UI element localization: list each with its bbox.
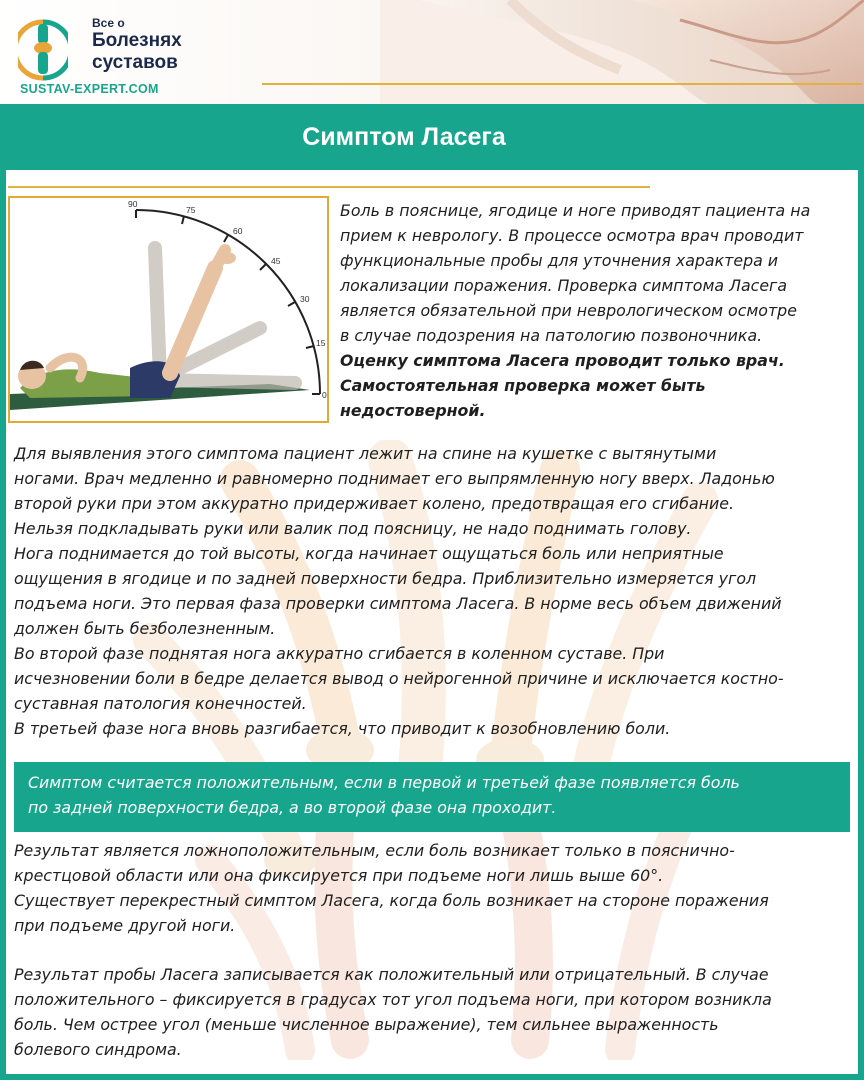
text-line: ногами. Врач медленно и равномерно поднимает его выпрямленную ногу вверх. Ладонью xyxy=(14,469,775,488)
site-url[interactable]: SUSTAV-EXPERT.COM xyxy=(20,82,159,96)
page-title: Симптом Ласега xyxy=(302,123,506,151)
lasegue-test-illustration xyxy=(8,196,329,423)
frame-left-border xyxy=(0,170,6,1080)
text-line: является обязательной при неврологическом осмотре xyxy=(340,301,797,320)
angle-label: 0 xyxy=(322,390,327,400)
text-line: Нельзя подкладывать руки или валик под поясницу, не надо поднимать голову. xyxy=(14,519,692,538)
warning-line: Оценку симптома Ласега проводит только врач. xyxy=(340,351,785,370)
warning-line: недостоверной. xyxy=(340,401,486,420)
text-line: Результат пробы Ласега записывается как положительный или отрицательный. В случае xyxy=(14,965,769,984)
leg-raise-diagram xyxy=(10,198,327,421)
text-line: Результат является ложноположительным, если боль возникает только в пояснично- xyxy=(14,841,735,860)
text-line: Симптом считается положительным, если в первой и третьей фазе появляется боль xyxy=(28,773,740,792)
text-line: крестцовой области или она фиксируется при подъеме ноги лишь выше 60°. xyxy=(14,866,664,885)
text-line: Для выявления этого симптома пациент лежит на спине на кушетке с вытянутыми xyxy=(14,444,717,463)
text-line: второй руки при этом аккуратно придерживает колено, предотвращая его сгибание. xyxy=(14,494,734,513)
text-line: по задней поверхности бедра, а во второй фазе она проходит. xyxy=(28,798,557,817)
angle-label: 45 xyxy=(271,256,281,266)
text-line: при подъеме другой ноги. xyxy=(14,916,236,935)
logo-title-line: суставов xyxy=(92,52,178,73)
text-line: боль. Чем острее угол (меньше численное выражение), тем сильнее выраженность xyxy=(14,1015,719,1034)
angle-label: 60 xyxy=(233,226,243,236)
logo-title xyxy=(92,30,182,74)
angle-label: 90 xyxy=(128,199,138,209)
angle-label: 30 xyxy=(300,294,310,304)
procedure-paragraph xyxy=(14,441,844,741)
text-line: в случае подозрения на патологию позвоночника. xyxy=(340,326,763,345)
text-line: ощущения в ягодице и по задней поверхности бедра. Приблизительно измеряется угол xyxy=(14,569,757,588)
angle-label: 75 xyxy=(186,205,196,215)
text-line: локализации поражения. Проверка симптома Ласега xyxy=(340,276,788,295)
header-band xyxy=(0,0,864,104)
result-recording-paragraph xyxy=(14,962,844,1062)
text-line: положительного – фиксируется в градусах тот угол подъема ноги, при котором возникла xyxy=(14,990,772,1009)
intro-paragraph xyxy=(340,198,846,423)
text-line: болевого синдрома. xyxy=(14,1040,182,1059)
text-line: Во второй фазе поднятая нога аккуратно сгибается в коленном суставе. При xyxy=(14,644,665,663)
callout-text xyxy=(28,770,836,820)
text-line: подъема ноги. Это первая фаза проверки симптома Ласега. В норме весь объем движений xyxy=(14,594,782,613)
frame-right-border xyxy=(858,170,864,1080)
text-line: суставная патология конечностей. xyxy=(14,694,307,713)
text-line: Существует перекрестный симптом Ласега, когда боль возникает на стороне поражения xyxy=(14,891,769,910)
joint-logo-icon xyxy=(18,18,68,82)
warning-line: Самостоятельная проверка может быть xyxy=(340,376,706,395)
text-line: В третьей фазе нога вновь разгибается, что приводит к возобновлению боли. xyxy=(14,719,671,738)
header-divider xyxy=(262,83,862,85)
frame-bottom-border xyxy=(0,1074,864,1080)
text-line: должен быть безболезненным. xyxy=(14,619,276,638)
text-line: Нога поднимается до той высоты, когда начинает ощущаться боль или неприятные xyxy=(14,544,724,563)
angle-label: 15 xyxy=(316,338,326,348)
section-divider xyxy=(8,186,650,188)
text-line: функциональные пробы для уточнения характера и xyxy=(340,251,779,270)
logo-small-text: Все о xyxy=(92,16,125,30)
text-line: исчезновении боли в бедре делается вывод о нейрогенной причине и исключается костно- xyxy=(14,669,784,688)
shoulder-photo xyxy=(380,0,864,104)
logo-title-line: Болезнях xyxy=(92,30,182,51)
site-logo[interactable] xyxy=(12,12,212,98)
false-positive-paragraph xyxy=(14,838,844,938)
text-line: прием к неврологу. В процессе осмотра врач проводит xyxy=(340,226,804,245)
positive-result-callout xyxy=(14,762,850,832)
text-line: Боль в пояснице, ягодице и ноге приводят пациента на xyxy=(340,201,811,220)
